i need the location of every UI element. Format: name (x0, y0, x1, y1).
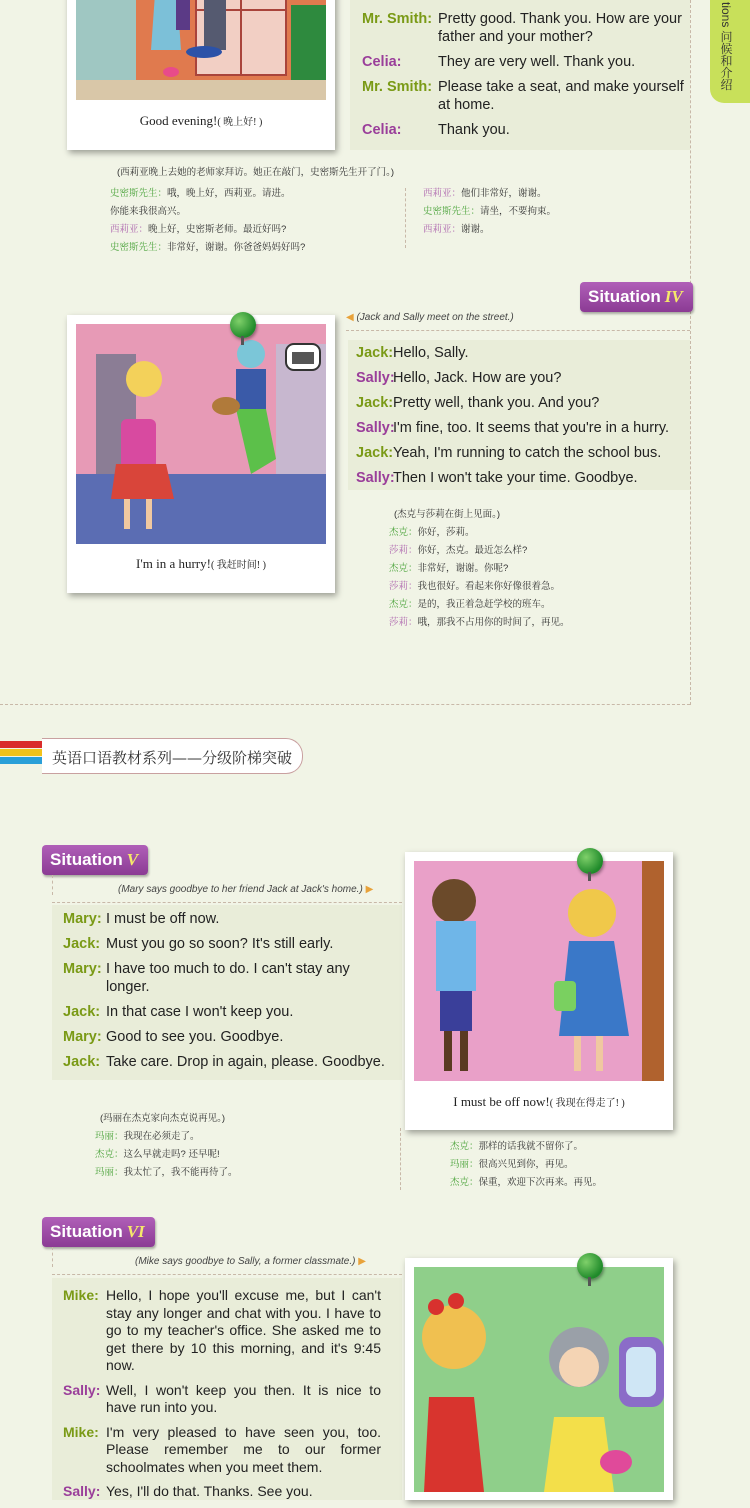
s3-illustration-art (76, 0, 326, 100)
cn-line: 你能来我很高兴。 (110, 206, 187, 217)
dialogue-line: Jack: Take care. Drop in again, please. Goodbye. (63, 1054, 385, 1070)
s3-dialogue (362, 10, 688, 146)
s5-caption-en: I must be off now! (453, 1094, 550, 1109)
series-header (42, 738, 303, 774)
s4-context-rule (346, 330, 690, 331)
speaker-label: Celia: (362, 122, 402, 138)
s4-illustration (76, 324, 326, 544)
s3-caption (67, 113, 335, 129)
s5-pushpin-icon (577, 848, 603, 874)
s4-illustration-art (76, 324, 326, 544)
cn-line: 西莉亚：晚上好，史密斯老师。最近好吗? (110, 224, 287, 235)
cn-line: 杰克：那样的话我就不留你了。 (450, 1141, 584, 1152)
s4-photo-frame (67, 315, 335, 593)
s5-badge-label: Situation (50, 850, 123, 869)
s4-badge-numeral: IV (664, 287, 683, 306)
s5-cn-intro: (玛丽在杰克家向杰克说再见。) (100, 1113, 226, 1124)
line-text: Pretty good. Thank you. How are your father and your mother? (438, 11, 682, 45)
s6-left-border (52, 1247, 53, 1267)
s4-situation-badge (580, 282, 693, 312)
line-text: They are very well. Thank you. (438, 54, 636, 70)
series-header-stripes (0, 741, 42, 771)
cn-line: 杰克：是的，我正着急赶学校的班车。 (389, 599, 551, 610)
s3-illustration (76, 0, 326, 100)
s3-cn-intro: (西莉亚晚上去她的老师家拜访。她正在敲门，史密斯先生开了门。) (117, 167, 395, 178)
s5-cn-right (450, 1138, 602, 1192)
s6-badge-numeral: VI (126, 1222, 145, 1241)
s5-cn-left (95, 1128, 238, 1182)
cn-line: 西莉亚：谢谢。 (423, 224, 490, 235)
cn-line: 莎莉：你好，杰克。最近怎么样? (389, 545, 528, 556)
cn-line: 杰克：你好，莎莉。 (389, 527, 475, 538)
s6-pushpin-icon (577, 1253, 603, 1279)
s4-pushpin-icon (230, 312, 256, 338)
s6-context-rule (52, 1274, 402, 1275)
line-text: Thank you. (438, 122, 510, 138)
dialogue-line: Sally: Hello, Jack. How are you? (356, 370, 562, 386)
dialogue-line: Jack: Hello, Sally. (356, 345, 469, 361)
s5-context: (Mary says goodbye to her friend Jack at Jack's home.) ▶ (118, 884, 374, 895)
s4-caption (67, 556, 335, 572)
s5-context-rule (52, 902, 402, 903)
s5-caption (405, 1094, 673, 1110)
s3-caption-cn: ( 晚上好! ) (217, 117, 263, 128)
bottom-dashed-border (0, 704, 690, 705)
cn-line: 史密斯先生：哦，晚上好，西莉亚。请进。 (110, 188, 291, 199)
dialogue-line: Sally: Yes, I'll do that. Thanks. See you. (63, 1483, 313, 1499)
s3-cn-right (423, 185, 556, 239)
s3-photo-frame (67, 0, 335, 150)
s5-photo-frame (405, 852, 673, 1130)
series-title: 英语口语教材系列——分级阶梯突破 (52, 749, 293, 767)
dialogue-line: Sally: Then I won't take your time. Goodbye. (356, 470, 638, 486)
cn-line: 玛丽：我太忙了，我不能再待了。 (95, 1167, 238, 1178)
speaker-label: Mr. Smith: (362, 79, 433, 95)
line-text: Please take a seat, and make yourself at home. (438, 79, 684, 113)
s5-illustration-art (414, 861, 664, 1081)
s6-dialogue (63, 1287, 381, 1508)
side-tab-label: tions 问候和介绍 (719, 2, 733, 91)
cn-line: 玛丽：我现在必须走了。 (95, 1131, 200, 1142)
dialogue-line: Jack: In that case I won't keep you. (63, 1004, 294, 1020)
cn-line: 莎莉：我也很好。看起来你好像很着急。 (389, 581, 561, 592)
dialogue-line: Sally: Well, I won't keep you then. It is nice to have run into you. (63, 1381, 381, 1415)
dialogue-line: Jack: Yeah, I'm running to catch the school bus. (356, 445, 662, 461)
dialogue-line: Mary: Good to see you. Goodbye. (63, 1029, 284, 1045)
cn-line: 杰克：这么早就走吗? 还早呢! (95, 1149, 220, 1160)
s6-context: (Mike says goodbye to Sally, a former classmate.) ▶ (135, 1256, 366, 1267)
dialogue-line: Jack: Pretty well, thank you. And you? (356, 395, 600, 411)
dialogue-line: Mary: I must be off now. (63, 911, 220, 927)
s5-cn-divider (400, 1128, 401, 1190)
s6-illustration-art (414, 1267, 664, 1492)
cn-line: 西莉亚：他们非常好，谢谢。 (423, 188, 547, 199)
dialogue-line: Jack: Must you go so soon? It's still early. (63, 936, 334, 952)
cn-line: 史密斯先生：请坐，不要拘束。 (423, 206, 557, 217)
dialogue-line: Mike: I'm very pleased to have seen you, too. Please remember me to our former schoolmates when you meet them. (63, 1423, 381, 1475)
side-tab (710, 0, 750, 103)
s4-cn-intro: (杰克与莎莉在街上见面。) (394, 509, 501, 520)
dialogue-line (362, 10, 688, 46)
dialogue-line (362, 78, 688, 114)
dialogue-line (362, 53, 688, 71)
s5-badge-numeral: V (126, 850, 139, 869)
s4-context: ◀ (Jack and Sally meet on the street.) (346, 312, 514, 323)
s6-illustration (414, 1267, 664, 1492)
s3-cn-left (110, 185, 305, 257)
cn-line: 杰克：保重，欢迎下次再来。再见。 (450, 1177, 603, 1188)
s3-caption-en: Good evening! (139, 113, 218, 128)
dialogue-line: Sally: I'm fine, too. It seems that you're in a hurry. (356, 420, 670, 436)
s3-cn-divider (405, 188, 406, 248)
cn-line: 玛丽：很高兴见到你，再见。 (450, 1159, 574, 1170)
dialogue-line (362, 121, 688, 139)
right-dashed-border (690, 0, 691, 705)
s5-caption-cn: ( 我现在得走了! ) (549, 1098, 625, 1109)
cn-line: 杰克：非常好，谢谢。你呢? (389, 563, 509, 574)
cn-line: 莎莉：哦，那我不占用你的时间了，再见。 (389, 617, 570, 628)
s4-caption-cn: ( 我赶时间! ) (210, 560, 266, 571)
speaker-label: Celia: (362, 54, 402, 70)
s5-situation-badge (42, 845, 148, 875)
speaker-label: Mr. Smith: (362, 11, 433, 27)
s4-badge-label: Situation (588, 287, 661, 306)
dialogue-line: Mary: I have too much to do. I can't stay any longer. (63, 961, 350, 995)
s5-dialogue (63, 910, 393, 1078)
s6-situation-badge (42, 1217, 155, 1247)
dialogue-line: Mike: Hello, I hope you'll excuse me, but I can't stay any longer and chat with you. I have to go to my teacher's office. She asked me to get there by 10 this morning, and it's 9:45 now. (63, 1287, 381, 1373)
s6-photo-frame (405, 1258, 673, 1500)
s4-cn-lines (389, 524, 570, 632)
cn-line: 史密斯先生：非常好，谢谢。你爸爸妈妈好吗? (110, 242, 306, 253)
s6-badge-label: Situation (50, 1222, 123, 1241)
s5-left-border (52, 875, 53, 895)
s4-caption-en: I'm in a hurry! (136, 556, 211, 571)
s5-illustration (414, 861, 664, 1081)
s4-dialogue (356, 344, 686, 494)
